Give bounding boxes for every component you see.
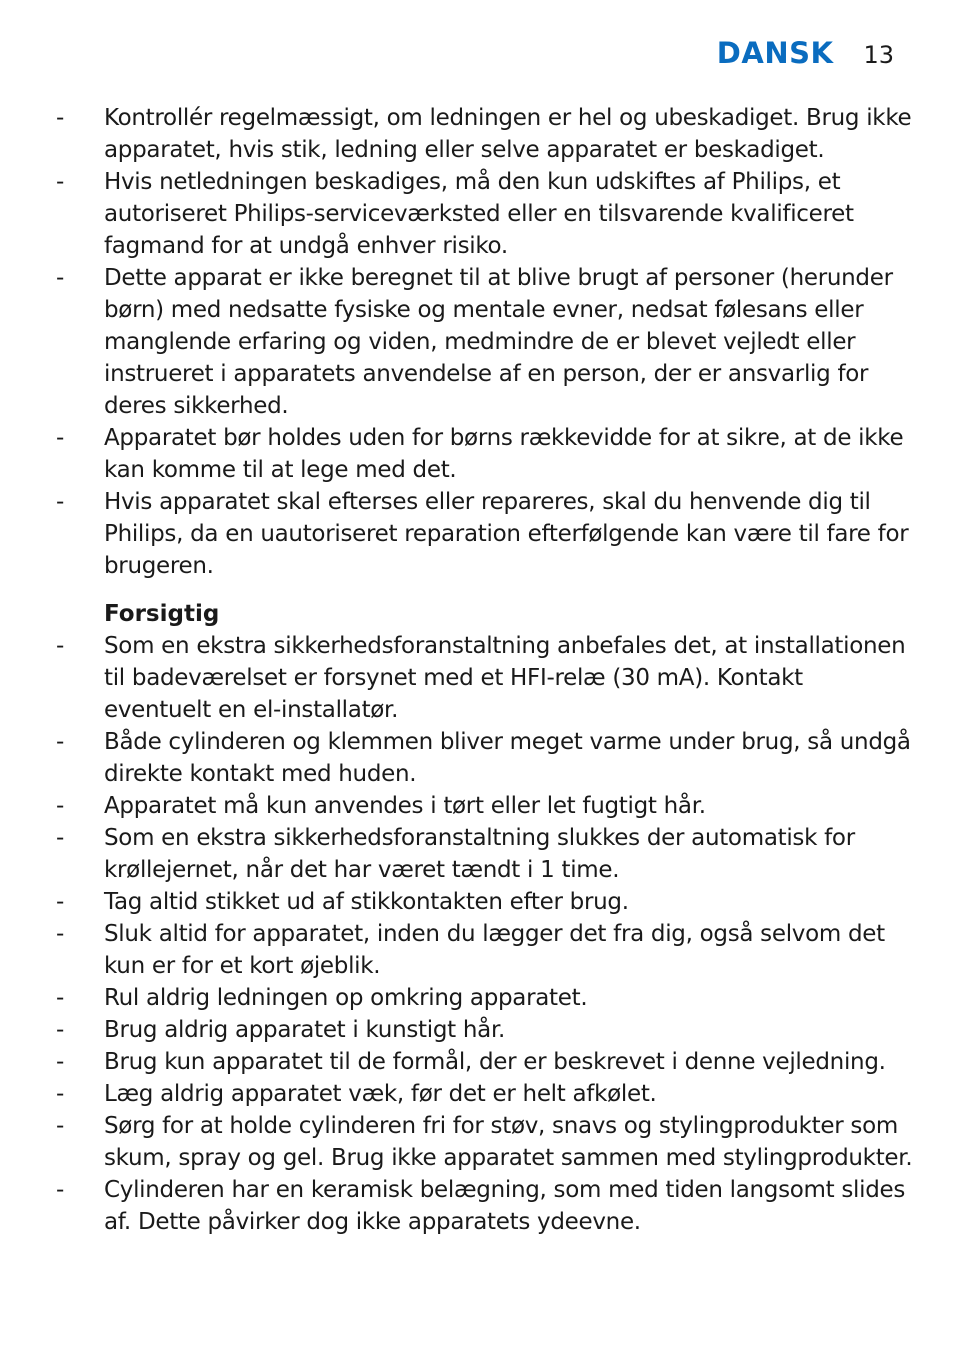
section-heading-forsigtig: Forsigtig bbox=[104, 601, 220, 627]
caution-list bbox=[56, 630, 916, 1238]
list-item bbox=[56, 630, 916, 726]
bullet-dash: - bbox=[56, 1049, 64, 1075]
list-item bbox=[56, 982, 916, 1014]
list-item bbox=[56, 1078, 916, 1110]
list-item-text: Brug aldrig apparatet i kunstigt hår. bbox=[104, 1017, 506, 1043]
bullet-dash: - bbox=[56, 1177, 64, 1203]
bullet-dash: - bbox=[56, 1017, 64, 1043]
list-item bbox=[56, 422, 916, 486]
list-item bbox=[56, 486, 916, 582]
list-item bbox=[56, 886, 916, 918]
list-item-text: Apparatet må kun anvendes i tørt eller let fugtigt hår. bbox=[104, 793, 706, 819]
list-item bbox=[56, 262, 916, 422]
list-item bbox=[56, 726, 916, 790]
bullet-dash: - bbox=[56, 1081, 64, 1107]
bullet-dash: - bbox=[56, 489, 64, 515]
list-item-text: Kontrollér regelmæssigt, om ledningen er hel og ubeskadiget. Brug ikke apparatet, hvis stik, ledning eller selve apparatet er beskadiget. bbox=[104, 105, 912, 163]
safety-list bbox=[56, 102, 916, 582]
bullet-dash: - bbox=[56, 729, 64, 755]
list-item bbox=[56, 166, 916, 262]
list-item-text: Hvis apparatet skal efterses eller repareres, skal du henvende dig til Philips, da en uautoriseret reparation efterfølgende kan være til fare for brugeren. bbox=[104, 489, 909, 579]
list-item-text: Hvis netledningen beskadiges, må den kun udskiftes af Philips, et autoriseret Philips-serviceværksted eller en tilsvarende kvalificeret fagmand for at undgå enhver risiko. bbox=[104, 169, 854, 259]
bullet-dash: - bbox=[56, 985, 64, 1011]
list-item bbox=[56, 790, 916, 822]
page-number: 13 bbox=[863, 41, 894, 69]
bullet-dash: - bbox=[56, 825, 64, 851]
list-item-text: Som en ekstra sikkerhedsforanstaltning anbefales det, at installationen til badeværelset er forsynet med et HFI-relæ (30 mA). Kontakt eventuelt en el-installatør. bbox=[104, 633, 906, 723]
bullet-dash: - bbox=[56, 633, 64, 659]
list-item-text: Som en ekstra sikkerhedsforanstaltning slukkes der automatisk for krøllejernet, når det har været tændt i 1 time. bbox=[104, 825, 855, 883]
list-item bbox=[56, 1046, 916, 1078]
bullet-dash: - bbox=[56, 921, 64, 947]
list-item-text: Rul aldrig ledningen op omkring apparatet. bbox=[104, 985, 588, 1011]
page-header bbox=[717, 36, 894, 70]
list-item-text: Sørg for at holde cylinderen fri for støv, snavs og stylingprodukter som skum, spray og gel. Brug ikke apparatet sammen med stylingprodukter. bbox=[104, 1113, 913, 1171]
list-item-text: Tag altid stikket ud af stikkontakten efter brug. bbox=[104, 889, 629, 915]
list-item-text: Både cylinderen og klemmen bliver meget varme under brug, så undgå direkte kontakt med huden. bbox=[104, 729, 911, 787]
list-item bbox=[56, 1174, 916, 1238]
document-body bbox=[56, 102, 916, 1238]
bullet-dash: - bbox=[56, 169, 64, 195]
bullet-dash: - bbox=[56, 105, 64, 131]
list-item-text: Cylinderen har en keramisk belægning, som med tiden langsomt slides af. Dette påvirker dog ikke apparatets ydeevne. bbox=[104, 1177, 906, 1235]
list-item-text: Læg aldrig apparatet væk, før det er helt afkølet. bbox=[104, 1081, 657, 1107]
bullet-dash: - bbox=[56, 889, 64, 915]
list-item-text: Apparatet bør holdes uden for børns rækkevidde for at sikre, at de ikke kan komme til at lege med det. bbox=[104, 425, 904, 483]
bullet-dash: - bbox=[56, 793, 64, 819]
list-item-text: Dette apparat er ikke beregnet til at blive brugt af personer (herunder børn) med nedsatte fysiske og mentale evner, nedsat følesans eller manglende erfaring og viden, medmindre de er blevet vejledt eller instrueret i apparatets anvendelse af en person, der er ansvarlig for deres sikkerhed. bbox=[104, 265, 893, 419]
list-item bbox=[56, 1110, 916, 1174]
list-item-text: Brug kun apparatet til de formål, der er beskrevet i denne vejledning. bbox=[104, 1049, 886, 1075]
language-label: DANSK bbox=[716, 36, 834, 70]
list-item bbox=[56, 918, 916, 982]
bullet-dash: - bbox=[56, 1113, 64, 1139]
list-item-text: Sluk altid for apparatet, inden du lægger det fra dig, også selvom det kun er for et kort øjeblik. bbox=[104, 921, 885, 979]
list-item bbox=[56, 822, 916, 886]
bullet-dash: - bbox=[56, 425, 64, 451]
bullet-dash: - bbox=[56, 265, 64, 291]
list-item bbox=[56, 102, 916, 166]
list-item bbox=[56, 1014, 916, 1046]
